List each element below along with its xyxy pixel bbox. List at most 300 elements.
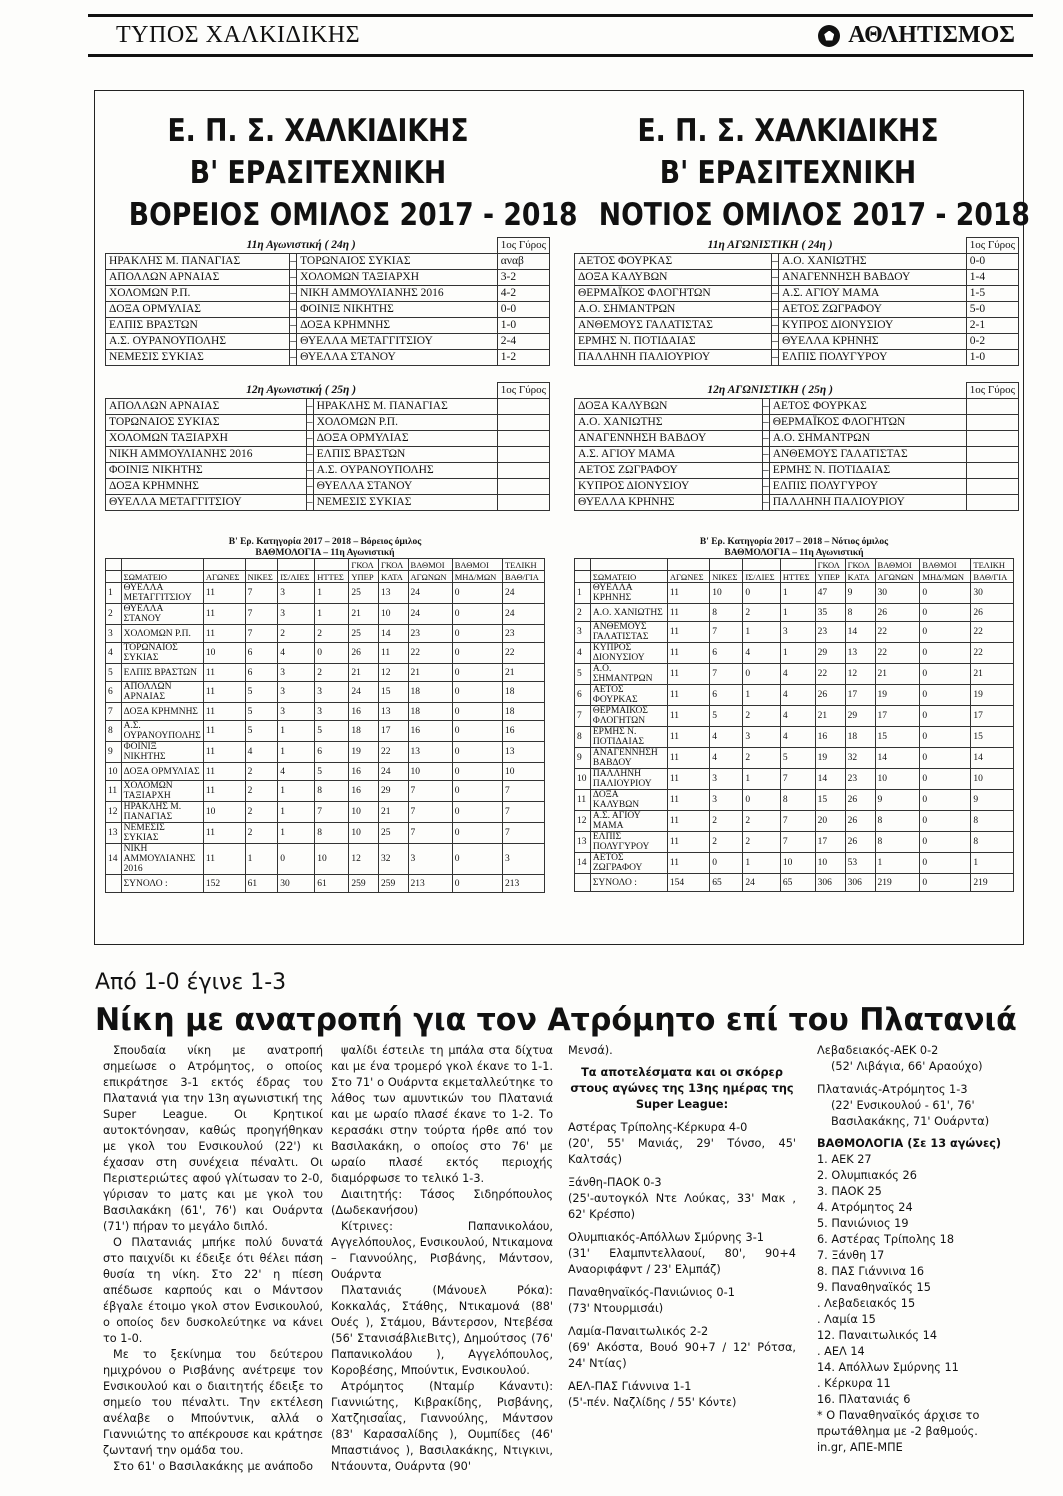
stat-cell: 19 xyxy=(815,748,845,769)
fixture-row xyxy=(106,302,550,318)
stat-cell: 11 xyxy=(667,706,709,727)
stat-cell: 0 xyxy=(920,643,971,664)
standings-row xyxy=(575,790,1014,811)
stat-cell: 11 xyxy=(203,625,245,643)
column-header: ΥΠΕΡ xyxy=(815,571,845,583)
home-team: ΔΟΞΑ ΚΑΛΥΒΩΝ xyxy=(575,399,763,415)
home-team: ΧΟΛΟΜΩΝ Ρ.Π. xyxy=(106,286,290,302)
fixture-row xyxy=(575,318,1019,334)
stat-cell: 11 xyxy=(667,664,709,685)
stat-cell: 19 xyxy=(875,685,920,706)
stat-cell: 10 xyxy=(875,769,920,790)
paragraph: Κίτρινες: Παπανικολάου, Αγγελόπουλος, Ενσικουλού, Ντικαμονα – Γιαννούλης, Ρισβάνης, Μάντσον, Ουάρντα xyxy=(331,1220,553,1281)
dash-separator: – xyxy=(772,254,779,270)
paragraph: Με το ξεκίνημα του δεύτερου ημιχρόνου ο Ρισβάνης ανέτρεψε τον Ενσικουλού και ο διαιτητής έδειξε το σημείο του πέναλτι. Την εκτέλεση ανέλαβε ο Μπούντνικ, αλλά ο Γιαννιώτης το απέκρουσε και κράτησε ζωντανή την ομάδα του. xyxy=(103,1348,323,1457)
stat-cell: 7 xyxy=(408,781,452,802)
home-team: ΝΙΚΗ ΑΜΜΟΥΛΙΑΝΗΣ 2016 xyxy=(106,447,307,463)
stat-cell: 0 xyxy=(920,790,971,811)
away-team: ΑΝΑΓΕΝΝΗΣΗ ΒΑΒΔΟΥ xyxy=(779,270,967,286)
stat-cell: 6 xyxy=(710,643,743,664)
home-team: ΕΡΜΗΣ Ν. ΠΟΤΙΔΑΙΑΣ xyxy=(575,334,772,350)
match-score: 1-4 xyxy=(966,270,1018,286)
column-header: ΓΚΟΛ xyxy=(378,559,408,571)
stat-cell: 4 xyxy=(780,664,815,685)
result-scorers: (22' Ενσικουλού - 61', 76' Βασιλακάκης, 71' Ουάρντα) xyxy=(831,1099,990,1128)
dash-separator: – xyxy=(306,415,313,431)
column-header: ΤΕΛΙΚΗ xyxy=(971,559,1014,571)
newspaper-name: ΤΥΠΟΣ ΧΑΛΚΙΔΙΚΗΣ xyxy=(116,22,361,48)
result-match: Ξάνθη-ΠΑΟΚ 0-3 xyxy=(568,1176,662,1189)
stat-cell: 19 xyxy=(971,685,1014,706)
match-score xyxy=(966,415,1018,431)
stat-cell: 0 xyxy=(452,643,502,664)
stat-cell: 8 xyxy=(780,790,815,811)
stat-cell: 26 xyxy=(845,832,875,853)
away-team: ΤΟΡΩΝΑΙΟΣ ΣΥΚΙΑΣ xyxy=(297,254,498,270)
stat-cell: 1 xyxy=(971,853,1014,874)
fixture-row xyxy=(106,270,550,286)
stat-cell: 0 xyxy=(452,844,502,875)
stat-cell: 0 xyxy=(710,853,743,874)
article-column-1 xyxy=(103,1043,323,1475)
stat-cell: 29 xyxy=(815,643,845,664)
result-item xyxy=(568,1379,796,1411)
dash-separator: – xyxy=(306,447,313,463)
stat-cell: 1 xyxy=(315,604,349,625)
team-name: ΧΟΛΟΜΩΝ ΤΑΞΙΑΡΧΗ xyxy=(121,781,203,802)
header-row-top xyxy=(106,559,545,571)
result-match: Πλατανιάς-Ατρόμητος 1-3 xyxy=(817,1083,968,1096)
stat-cell: 4 xyxy=(575,643,591,664)
result-scorers: (25'-αυτογκόλ Ντε Λούκας, 33' Μακ , 62' Κρέσπο) xyxy=(568,1192,796,1221)
stat-cell: 15 xyxy=(815,790,845,811)
stat-cell: 11 xyxy=(667,853,709,874)
column-header xyxy=(278,559,315,571)
dash-separator: – xyxy=(306,479,313,495)
column-header: ΚΑΤΑ xyxy=(845,571,875,583)
stat-cell: 12 xyxy=(349,844,379,875)
stat-cell: 9 xyxy=(575,748,591,769)
total-cell: 61 xyxy=(315,875,349,893)
stat-cell: 11 xyxy=(203,823,245,844)
dash-separator: – xyxy=(772,286,779,302)
stat-cell: 10 xyxy=(378,604,408,625)
round-heading: 11η ΑΓΩΝΙΣΤΙΚΗ ( 24η ) xyxy=(575,238,967,254)
title-line: Β' ΕΡΑΣΙΤΕΧΝΙΚΗ xyxy=(189,155,447,191)
stat-cell: 5 xyxy=(575,664,591,685)
stat-cell: 13 xyxy=(106,823,122,844)
caption-row xyxy=(106,547,545,559)
dash-separator: – xyxy=(772,302,779,318)
match-score: 4-2 xyxy=(497,286,549,302)
dash-separator: – xyxy=(772,334,779,350)
stat-cell: 0 xyxy=(920,706,971,727)
match-score: 1-0 xyxy=(497,318,549,334)
stat-cell: 0 xyxy=(452,703,502,721)
stat-cell: 6 xyxy=(245,643,278,664)
header-row xyxy=(575,571,1014,583)
fixture-row xyxy=(106,415,550,431)
stat-cell: 7 xyxy=(408,802,452,823)
home-team: ΧΟΛΟΜΩΝ ΤΑΞΙΑΡΧΗ xyxy=(106,431,307,447)
result-match: Αστέρας Τρίπολης-Κέρκυρα 4-0 xyxy=(568,1121,748,1134)
team-name: ΑΠΟΛΛΩΝ ΑΡΝΑΙΑΣ xyxy=(121,682,203,703)
match-score: 0-2 xyxy=(966,334,1018,350)
stat-cell: 13 xyxy=(378,703,408,721)
team-name: ΔΟΞΑ ΟΡΜΥΛΙΑΣ xyxy=(121,763,203,781)
stat-cell: 7 xyxy=(780,832,815,853)
stat-cell: 1 xyxy=(315,583,349,604)
away-team: ΧΟΛΟΜΩΝ Ρ.Π. xyxy=(313,415,497,431)
stat-cell: 13 xyxy=(502,742,544,763)
total-cell: 24 xyxy=(743,874,781,892)
header-row-top xyxy=(575,559,1014,571)
column-header xyxy=(106,559,122,571)
standings-entry: 1. ΑΕΚ 27 xyxy=(817,1153,872,1166)
paragraph: Πλατανιάς (Μάνουελ Ρόκα): Κοκκαλάς, Στάθης, Ντικαμονά (88' Ουές ), Στάμου, Βάντερσον, Ντεβέσα (56' ΣτανισάβλιεΒιτς), Δημούτσος (76' Παπανικολάου ), Αγγελόπουλος, Κοροβέσης, Μπούντικ, Ενσικουλού. xyxy=(331,1284,553,1377)
away-team: ΦΟΙΝΙΞ ΝΙΚΗΤΗΣ xyxy=(297,302,498,318)
stat-cell: 12 xyxy=(845,664,875,685)
standings-entry: 7. Ξάνθη 17 xyxy=(817,1249,885,1262)
home-team: ΔΟΞΑ ΚΡΗΜΝΗΣ xyxy=(106,479,307,495)
dash-separator: – xyxy=(290,270,297,286)
away-team: Α.Ο. ΧΑΝΙΩΤΗΣ xyxy=(779,254,967,270)
stat-cell: 1 xyxy=(780,583,815,604)
match-score xyxy=(497,399,549,415)
caption-row xyxy=(575,536,1014,547)
stat-cell: 7 xyxy=(502,823,544,844)
stat-cell: 11 xyxy=(203,721,245,742)
total-cell: 219 xyxy=(971,874,1014,892)
stat-cell: 1 xyxy=(875,853,920,874)
stat-cell: 24 xyxy=(349,682,379,703)
stat-cell: 10 xyxy=(203,643,245,664)
stat-cell: 17 xyxy=(875,706,920,727)
stat-cell: 18 xyxy=(349,721,379,742)
away-team: Α.Σ. ΑΓΙΟΥ ΜΑΜΑ xyxy=(779,286,967,302)
stat-cell: 47 xyxy=(815,583,845,604)
stat-cell: 21 xyxy=(971,664,1014,685)
standings-row xyxy=(106,625,545,643)
stat-cell: 11 xyxy=(203,664,245,682)
fixture-row xyxy=(575,495,1019,511)
standings-row xyxy=(106,781,545,802)
fixture-row xyxy=(575,431,1019,447)
stat-cell: 26 xyxy=(845,811,875,832)
team-name: ΚΥΠΡΟΣ ΔΙΟΝΥΣΙΟΥ xyxy=(590,643,667,664)
stat-cell: 4 xyxy=(710,748,743,769)
stat-cell: 3 xyxy=(278,664,315,682)
round-heading: 12η ΑΓΩΝΙΣΤΙΚΗ ( 25η ) xyxy=(575,383,967,399)
column-header: ΤΕΛΙΚΗ xyxy=(502,559,544,571)
stat-cell: 8 xyxy=(971,811,1014,832)
standings-row xyxy=(106,823,545,844)
team-name: Α.Ο. ΣΗΜΑΝΤΡΩΝ xyxy=(590,664,667,685)
stat-cell: 3 xyxy=(315,682,349,703)
stat-cell: 24 xyxy=(502,604,544,625)
stat-cell: 2 xyxy=(245,802,278,823)
stat-cell: 7 xyxy=(245,625,278,643)
south-round12-fixtures xyxy=(574,382,1019,511)
standings-row xyxy=(575,685,1014,706)
stat-cell: 7 xyxy=(710,622,743,643)
column-header: ΜΗΔ/ΜΩΝ xyxy=(452,571,502,583)
result-match: Παναθηναϊκός-Πανιώνιος 0-1 xyxy=(568,1286,735,1299)
match-score: αναβ xyxy=(497,254,549,270)
fixture-row xyxy=(575,447,1019,463)
match-score: 2-4 xyxy=(497,334,549,350)
standings-caption: Β' Ερ. Κατηγορία 2017 – 2018 – Νότιος όμιλος xyxy=(699,536,889,547)
stat-cell: 8 xyxy=(875,811,920,832)
title-line: ΒΟΡΕΙΟΣ ΟΜΙΛΟΣ 2017 - 2018 xyxy=(128,197,578,233)
stat-cell: 0 xyxy=(920,832,971,853)
home-team: ΔΟΞΑ ΟΡΜΥΛΙΑΣ xyxy=(106,302,290,318)
result-match: Ολυμπιακός-Απόλλων Σμύρνης 3-1 xyxy=(568,1231,764,1244)
stat-cell: 10 xyxy=(575,769,591,790)
stat-cell: 11 xyxy=(667,790,709,811)
match-score xyxy=(497,479,549,495)
stat-cell: 29 xyxy=(378,781,408,802)
stat-cell: 3 xyxy=(710,790,743,811)
team-name: ΝΙΚΗ ΑΜΜΟΥΛΙΑΝΗΣ 2016 xyxy=(121,844,203,875)
stat-cell: 17 xyxy=(378,721,408,742)
home-team: ΑΠΟΛΛΩΝ ΑΡΝΑΙΑΣ xyxy=(106,399,307,415)
dash-separator: – xyxy=(762,399,769,415)
stat-cell: 10 xyxy=(106,763,122,781)
total-cell: 306 xyxy=(815,874,845,892)
column-header xyxy=(575,571,591,583)
total-cell: 0 xyxy=(920,874,971,892)
stat-cell: 14 xyxy=(378,625,408,643)
stat-cell: 11 xyxy=(667,685,709,706)
away-team: Α.Ο. ΣΗΜΑΝΤΡΩΝ xyxy=(769,431,966,447)
fixture-row xyxy=(106,318,550,334)
team-name: Α.Σ. ΑΓΙΟΥ ΜΑΜΑ xyxy=(590,811,667,832)
stat-cell: 6 xyxy=(710,685,743,706)
stat-cell: 21 xyxy=(502,664,544,682)
standings-row xyxy=(575,643,1014,664)
stat-cell: 16 xyxy=(349,703,379,721)
standings-entry: 4. Ατρόμητος 24 xyxy=(817,1201,913,1214)
stat-cell: 4 xyxy=(278,763,315,781)
stat-cell: 0 xyxy=(920,583,971,604)
stat-cell: 19 xyxy=(349,742,379,763)
standings-row xyxy=(575,664,1014,685)
stat-cell: 0 xyxy=(920,685,971,706)
home-team: ΦΟΙΝΙΞ ΝΙΚΗΤΗΣ xyxy=(106,463,307,479)
stat-cell: 25 xyxy=(349,583,379,604)
south-group-title xyxy=(598,110,1030,236)
stat-cell: 13 xyxy=(378,583,408,604)
result-scorers: (52' Λιβάγια, 66' Αραούχο) xyxy=(831,1060,983,1073)
column-header: ΙΣ/ΛΙΕΣ xyxy=(743,571,781,583)
stat-cell: 16 xyxy=(349,781,379,802)
stat-cell: 11 xyxy=(203,583,245,604)
stat-cell: 24 xyxy=(502,583,544,604)
stat-cell: 0 xyxy=(452,781,502,802)
stat-cell: 2 xyxy=(575,604,591,622)
stat-cell: 4 xyxy=(245,742,278,763)
paragraph: Ο Πλατανιάς μπήκε πολύ δυνατά στο παιχνίδι κι έδειξε ότι θέλει πάση θυσία τη νίκη. Στο 22' η πίεση απέδωσε καρπούς και ο Μάντσον έβγαλε έτοιμο γκολ στον Ενσικουλού, ο οποίος δεν δυσκολεύτηκε να κάνει το 1-0. xyxy=(103,1236,323,1345)
dash-separator: – xyxy=(290,254,297,270)
stat-cell: 0 xyxy=(452,823,502,844)
dash-separator: – xyxy=(762,447,769,463)
fixture-row xyxy=(575,254,1019,270)
stat-cell: 0 xyxy=(452,802,502,823)
stat-cell: 26 xyxy=(349,643,379,664)
stat-cell: 21 xyxy=(349,604,379,625)
team-name: Α.Σ. ΟΥΡΑΝΟΥΠΟΛΗΣ xyxy=(121,721,203,742)
team-name: ΑΕΤΟΣ ΦΟΥΡΚΑΣ xyxy=(590,685,667,706)
away-team: ΘΥΕΛΛΑ ΜΕΤΑΓΓΙΤΣΙΟΥ xyxy=(297,334,498,350)
standings-row xyxy=(575,604,1014,622)
away-team: ΕΡΜΗΣ Ν. ΠΟΤΙΔΑΙΑΣ xyxy=(769,463,966,479)
column-header xyxy=(203,559,245,571)
result-item xyxy=(817,1043,1029,1075)
north-round12-fixtures xyxy=(105,382,550,511)
stat-cell: 7 xyxy=(315,802,349,823)
dash-separator: – xyxy=(762,495,769,511)
column-header: ΒΑΘΜΟΙ xyxy=(920,559,971,571)
stat-cell: 8 xyxy=(710,604,743,622)
home-team: Α.Ο. ΧΑΝΙΩΤΗΣ xyxy=(575,415,763,431)
football-icon xyxy=(818,25,840,47)
fixture-row xyxy=(575,270,1019,286)
result-scorers: (5'-πέν. Ναζλίδης / 55' Κόντε) xyxy=(568,1396,737,1409)
match-score xyxy=(966,399,1018,415)
total-cell: 65 xyxy=(710,874,743,892)
standings-row xyxy=(106,664,545,682)
stat-cell: 7 xyxy=(780,811,815,832)
away-team: ΠΑΛΛΗΝΗ ΠΑΛΙΟΥΡΙΟΥ xyxy=(769,495,966,511)
stat-cell: 18 xyxy=(408,703,452,721)
stat-cell: 7 xyxy=(780,769,815,790)
standings-entry: . Κέρκυρα 11 xyxy=(817,1377,891,1390)
round-heading: 11η Αγωνιστική ( 24η ) xyxy=(106,238,498,254)
total-cell: 65 xyxy=(780,874,815,892)
stat-cell: 11 xyxy=(575,790,591,811)
standings-caption: Β' Ερ. Κατηγορία 2017 – 2018 – Βόρειος όμιλος xyxy=(228,536,422,547)
column-header xyxy=(590,559,667,571)
match-score xyxy=(966,479,1018,495)
stat-cell: 7 xyxy=(106,703,122,721)
stat-cell: 17 xyxy=(815,832,845,853)
home-team: ΔΟΞΑ ΚΑΛΥΒΩΝ xyxy=(575,270,772,286)
away-team: ΝΙΚΗ ΑΜΜΟΥΛΙΑΝΗΣ 2016 xyxy=(297,286,498,302)
column-header: ΣΩΜΑΤΕΙΟ xyxy=(590,571,667,583)
away-team: ΗΡΑΚΛΗΣ Μ. ΠΑΝΑΓΙΑΣ xyxy=(313,399,497,415)
stat-cell: 12 xyxy=(575,811,591,832)
stat-cell: 3 xyxy=(278,703,315,721)
column-header: ΒΑΘΜΟΙ xyxy=(408,559,452,571)
stat-cell: 11 xyxy=(203,742,245,763)
stat-cell: 16 xyxy=(408,721,452,742)
column-header: ΝΙΚΕΣ xyxy=(245,571,278,583)
team-name: ΕΛΠΙΣ ΠΟΛΥΓΥΡΟΥ xyxy=(590,832,667,853)
stat-cell: 22 xyxy=(815,664,845,685)
column-header: ΒΑΘ/ΓΙΑ xyxy=(502,571,544,583)
fixture-row xyxy=(106,254,550,270)
home-team: ΑΕΤΟΣ ΦΟΥΡΚΑΣ xyxy=(575,254,772,270)
stat-cell: 18 xyxy=(408,682,452,703)
total-row xyxy=(106,875,545,893)
match-score xyxy=(497,415,549,431)
team-name: ΑΕΤΟΣ ΖΩΓΡΑΦΟΥ xyxy=(590,853,667,874)
match-score: 2-1 xyxy=(966,318,1018,334)
paragraph: ψαλίδι έστειλε τη μπάλα στα δίχτυα και με ένα τρομερό γκολ έκανε το 1-1. Στο 71' ο Ουάρντα εκμεταλλεύτηκε το λάθος των αμυντικών του Πλατανιά και με ωραίο πλασέ έκανε το 1-2. Το κερασάκι στην τούρτα ήρθε από τον Βασιλακάκη, ο οποίος στο 76' με ωραίο πλασέ εκτός περιοχής διαμόρφωσε το τελικό 1-3. xyxy=(331,1044,553,1185)
standings-entry: 3. ΠΑΟΚ 25 xyxy=(817,1185,882,1198)
dash-separator: – xyxy=(762,463,769,479)
fixture-row xyxy=(575,415,1019,431)
match-score xyxy=(966,495,1018,511)
stat-cell: 1 xyxy=(780,604,815,622)
stat-cell: 53 xyxy=(845,853,875,874)
result-match: Λεβαδειακός-ΑΕΚ 0-2 xyxy=(817,1044,939,1057)
stat-cell: 24 xyxy=(408,583,452,604)
match-score: 0-0 xyxy=(497,302,549,318)
standings-row xyxy=(575,583,1014,604)
column-header: ΥΠΕΡ xyxy=(349,571,379,583)
stat-cell: 2 xyxy=(710,811,743,832)
stat-cell: 14 xyxy=(815,769,845,790)
standings-row xyxy=(575,853,1014,874)
stat-cell: 7 xyxy=(245,583,278,604)
stat-cell: 9 xyxy=(875,790,920,811)
team-name: ΧΟΛΟΜΩΝ Ρ.Π. xyxy=(121,625,203,643)
away-team: ΕΛΠΙΣ ΠΟΛΥΓΥΡΟΥ xyxy=(769,479,966,495)
column-header xyxy=(780,559,815,571)
team-name: Α.Ο. ΧΑΝΙΩΤΗΣ xyxy=(590,604,667,622)
column-header: ΒΑΘ/ΓΙΑ xyxy=(971,571,1014,583)
results-list-continued xyxy=(817,1043,1029,1130)
stat-cell: 21 xyxy=(815,706,845,727)
result-scorers: (31' Ελαμπντελλαουί, 80', 90+4 Αναοριφάφντ / 23' Ελμπάζ) xyxy=(568,1247,796,1276)
standings-row xyxy=(575,727,1014,748)
fixture-row xyxy=(106,286,550,302)
paragraph: Στο 61' ο Βασιλακάκης με ανάποδο xyxy=(113,1460,314,1473)
standings-row xyxy=(106,583,545,604)
stat-cell: 22 xyxy=(971,643,1014,664)
away-team: ΝΕΜΕΣΙΣ ΣΥΚΙΑΣ xyxy=(313,495,497,511)
team-name: ΝΕΜΕΣΙΣ ΣΥΚΙΑΣ xyxy=(121,823,203,844)
total-cell: 30 xyxy=(278,875,315,893)
stat-cell: 0 xyxy=(743,664,781,685)
stat-cell: 14 xyxy=(971,748,1014,769)
away-team: ΘΥΕΛΛΑ ΣΤΑΝΟΥ xyxy=(297,350,498,366)
stat-cell: 4 xyxy=(278,643,315,664)
stat-cell: 22 xyxy=(502,643,544,664)
stat-cell: 2 xyxy=(710,832,743,853)
total-cell xyxy=(575,874,591,892)
stat-cell: 13 xyxy=(408,742,452,763)
stat-cell: 8 xyxy=(315,781,349,802)
stat-cell: 3 xyxy=(710,769,743,790)
dash-separator: – xyxy=(772,270,779,286)
stat-cell: 3 xyxy=(106,625,122,643)
stat-cell: 2 xyxy=(245,823,278,844)
stat-cell: 1 xyxy=(278,802,315,823)
stat-cell: 6 xyxy=(575,685,591,706)
stat-cell: 11 xyxy=(106,781,122,802)
stat-cell: 0 xyxy=(315,643,349,664)
paragraph: Διαιτητής: Τάσος Σιδηρόπουλος (Δωδεκανήσου) xyxy=(331,1188,553,1217)
column-header xyxy=(106,571,122,583)
stat-cell: 8 xyxy=(575,727,591,748)
standings-row xyxy=(106,643,545,664)
stat-cell: 2 xyxy=(245,763,278,781)
stat-cell: 17 xyxy=(971,706,1014,727)
standings-row xyxy=(106,763,545,781)
